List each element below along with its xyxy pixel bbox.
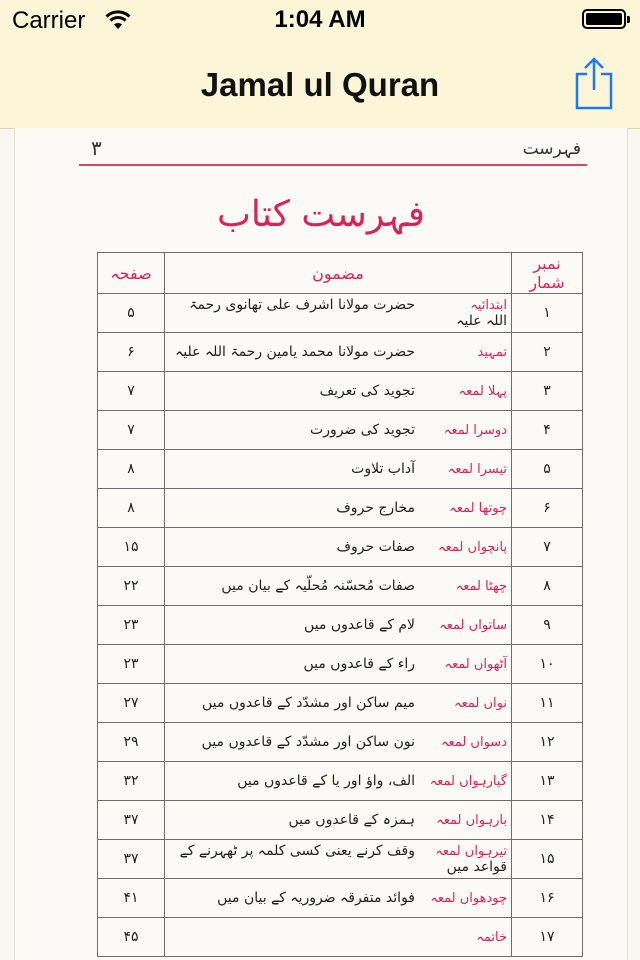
- table-row: [98, 567, 583, 606]
- row-number: ۱۳: [512, 762, 583, 801]
- table-row: [98, 801, 583, 840]
- section-label: نواں لمعہ: [454, 696, 507, 711]
- section-label: چودھواں لمعہ: [430, 891, 507, 906]
- table-row: [98, 723, 583, 762]
- navigation-bar: [0, 40, 640, 129]
- row-subject: [165, 645, 512, 684]
- row-subject: [165, 450, 512, 489]
- section-topic: تجوید کی تعریف: [319, 383, 415, 399]
- table-header-row: [98, 253, 583, 294]
- section-topic: فوائد متفرقہ ضروریہ کے بیان میں: [217, 890, 415, 906]
- section-label: تمہید: [477, 345, 507, 360]
- row-number: ۹: [512, 606, 583, 645]
- section-topic: لام کے قاعدوں میں: [304, 617, 415, 633]
- section-topic: راء کے قاعدوں میں: [303, 656, 415, 672]
- row-number: ۷: [512, 528, 583, 567]
- table-row: [98, 489, 583, 528]
- section-label: چھٹا لمعہ: [455, 579, 507, 594]
- contents-table: [97, 252, 583, 957]
- row-subject: [165, 294, 512, 333]
- section-topic: وقف کرنے یعنی کسی کلمہ پر ٹھہرنے کے قواعد میں: [179, 843, 507, 875]
- row-number: ۱: [512, 294, 583, 333]
- table-row: [98, 645, 583, 684]
- table-row: [98, 333, 583, 372]
- table-row: [98, 840, 583, 879]
- table-row: [98, 918, 583, 957]
- page-heading: فہرست کتاب: [217, 194, 425, 235]
- section-topic: نون ساکن اور مشدّد کے قاعدوں میں: [201, 734, 415, 750]
- column-page: صفحہ: [98, 253, 165, 294]
- row-page: ۷: [98, 411, 165, 450]
- row-number: ۵: [512, 450, 583, 489]
- row-page: ۴۵: [98, 918, 165, 957]
- row-page: ۸: [98, 489, 165, 528]
- page-header: [79, 136, 587, 166]
- row-subject: [165, 762, 512, 801]
- section-topic: مخارج حروف: [336, 500, 415, 516]
- section-label: پہلا لمعہ: [458, 384, 507, 399]
- table-row: [98, 606, 583, 645]
- section-topic: صفات مُحسّنہ مُحلّیہ کے بیان میں: [221, 578, 415, 594]
- row-subject: [165, 918, 512, 957]
- table-row: [98, 879, 583, 918]
- row-page: ۵: [98, 294, 165, 333]
- section-topic: ہمزہ کے قاعدوں میں: [288, 812, 415, 828]
- running-title: فہرست: [522, 139, 581, 159]
- table-row: [98, 762, 583, 801]
- column-number: نمبر شمار: [512, 253, 583, 294]
- section-label: چوتھا لمعہ: [449, 501, 507, 516]
- table-row: [98, 411, 583, 450]
- row-number: ۶: [512, 489, 583, 528]
- row-page: ۷: [98, 372, 165, 411]
- table-row: [98, 684, 583, 723]
- section-label: تیرہواں لمعہ: [435, 844, 507, 859]
- section-topic: الف، واؤ اور یا کے قاعدوں میں: [237, 773, 415, 789]
- row-subject: [165, 879, 512, 918]
- section-label: تیسرا لمعہ: [447, 462, 507, 477]
- section-label: ساتواں لمعہ: [439, 618, 507, 633]
- share-icon[interactable]: [572, 56, 616, 112]
- row-subject: [165, 411, 512, 450]
- section-topic: تجوید کی ضرورت: [310, 422, 415, 438]
- section-topic: حضرت مولانا اشرف علی تھانوی رحمۃ اللہ علیہ: [189, 297, 507, 329]
- row-number: ۲: [512, 333, 583, 372]
- section-label: آٹھواں لمعہ: [444, 657, 507, 672]
- row-page: ۳۷: [98, 840, 165, 879]
- row-number: ۱۱: [512, 684, 583, 723]
- section-topic: صفات حروف: [336, 539, 415, 555]
- row-subject: [165, 567, 512, 606]
- table-row: [98, 372, 583, 411]
- section-topic: میم ساکن اور مشدّد کے قاعدوں میں: [202, 695, 415, 711]
- row-subject: [165, 333, 512, 372]
- section-label: ابتدائیہ: [470, 298, 507, 313]
- section-label: خاتمہ: [476, 930, 507, 945]
- row-page: ۳۲: [98, 762, 165, 801]
- row-subject: [165, 528, 512, 567]
- row-number: ۳: [512, 372, 583, 411]
- row-page: ۱۵: [98, 528, 165, 567]
- book-page[interactable]: [14, 128, 628, 960]
- table-row: [98, 450, 583, 489]
- section-label: گیارہواں لمعہ: [429, 774, 507, 789]
- section-topic: حضرت مولانا محمد یامین رحمۃ اللہ علیہ: [175, 344, 415, 360]
- row-subject: [165, 801, 512, 840]
- row-number: ۸: [512, 567, 583, 606]
- section-label: پانچواں لمعہ: [438, 540, 507, 555]
- row-subject: [165, 372, 512, 411]
- row-subject: [165, 684, 512, 723]
- section-label: بارہواں لمعہ: [436, 813, 507, 828]
- row-number: ۱۵: [512, 840, 583, 879]
- row-number: ۱۲: [512, 723, 583, 762]
- row-subject: [165, 723, 512, 762]
- section-label: دسواں لمعہ: [440, 735, 507, 750]
- row-subject: [165, 606, 512, 645]
- status-bar: [0, 0, 640, 40]
- row-page: ۲۲: [98, 567, 165, 606]
- table-row: [98, 294, 583, 333]
- row-page: ۶: [98, 333, 165, 372]
- row-number: ۱۶: [512, 879, 583, 918]
- table-row: [98, 528, 583, 567]
- row-page: ۲۳: [98, 606, 165, 645]
- row-subject: [165, 489, 512, 528]
- clock: 1:04 AM: [274, 6, 366, 33]
- battery-icon: [582, 9, 626, 29]
- section-label: دوسرا لمعہ: [443, 423, 507, 438]
- row-page: ۳۷: [98, 801, 165, 840]
- row-page: ۲۳: [98, 645, 165, 684]
- column-subject: مضمون: [165, 253, 512, 294]
- row-number: ۴: [512, 411, 583, 450]
- app-title: Jamal ul Quran: [200, 66, 440, 103]
- row-number: ۱۷: [512, 918, 583, 957]
- header-rule: [79, 164, 587, 166]
- row-number: ۱۴: [512, 801, 583, 840]
- row-subject: [165, 840, 512, 879]
- page-number: ۳: [91, 136, 102, 160]
- row-page: ۴۱: [98, 879, 165, 918]
- carrier-label: Carrier: [12, 7, 86, 34]
- row-page: ۸: [98, 450, 165, 489]
- row-page: ۲۷: [98, 684, 165, 723]
- row-number: ۱۰: [512, 645, 583, 684]
- section-topic: آداب تلاوت: [351, 461, 415, 477]
- row-page: ۲۹: [98, 723, 165, 762]
